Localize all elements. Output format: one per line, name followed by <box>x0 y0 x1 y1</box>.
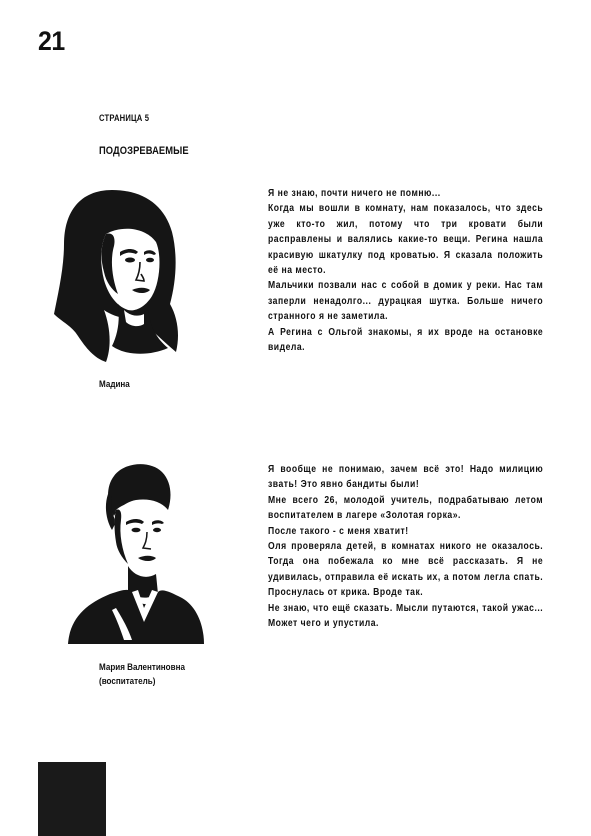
girl-portrait-icon <box>52 186 182 366</box>
section-title: ПОДОЗРЕВАЕМЫЕ <box>99 145 189 157</box>
testimony-line: Мальчики позвали нас с собой в домик у реки. Нас там заперли ненадолго... дурацкая шутка. Больше ничего странного я не заметила. <box>268 280 544 323</box>
testimony-line: Когда мы вошли в комнату, нам показалось, что здесь уже кто-то жил, потому что три кровати были расправлены и валялись какие-то вещи. Регина нашла красивую шкатулку под кроватью. Я сказала положить её на место. <box>268 203 544 277</box>
testimony-line: А Регина с Ольгой знакомы, я их вроде на остановке видела. <box>268 326 544 354</box>
page-label: СТРАНИЦА 5 <box>99 113 150 123</box>
suspect-name-madina: Мадина <box>99 379 130 390</box>
testimony-maria <box>268 462 543 631</box>
testimony-line: Мне всего 26, молодой учитель, подрабатываю летом воспитателем в лагере «Золотая горка». <box>268 494 544 522</box>
testimony-line: Не знаю, что ещё сказать. Мысли путаются, такой ужас... Может чего и упустила. <box>268 602 544 630</box>
testimony-line: Я вообще не понимаю, зачем всё это! Надо милицию звать! Это явно бандиты были! <box>268 464 544 491</box>
testimony-line: Я не знаю, почти ничего не помню... <box>268 188 441 199</box>
corner-block <box>38 762 106 836</box>
testimony-madina <box>268 186 543 355</box>
woman-portrait-icon <box>66 458 206 644</box>
page-number: 21 <box>38 26 65 56</box>
suspect-name-maria: Мария Валентиновна <box>99 662 185 673</box>
suspect-role: (воспитатель) <box>99 676 156 687</box>
testimony-line: После такого - с меня хватит! <box>268 525 409 537</box>
testimony-line: Оля проверяла детей, в комнатах никого не оказалось. Тогда она побежала ко мне всё рассказать. Я не удивилась, отправила её искать их, а потом легла спать. Проснулась от крика. Вроде так. <box>268 541 544 599</box>
